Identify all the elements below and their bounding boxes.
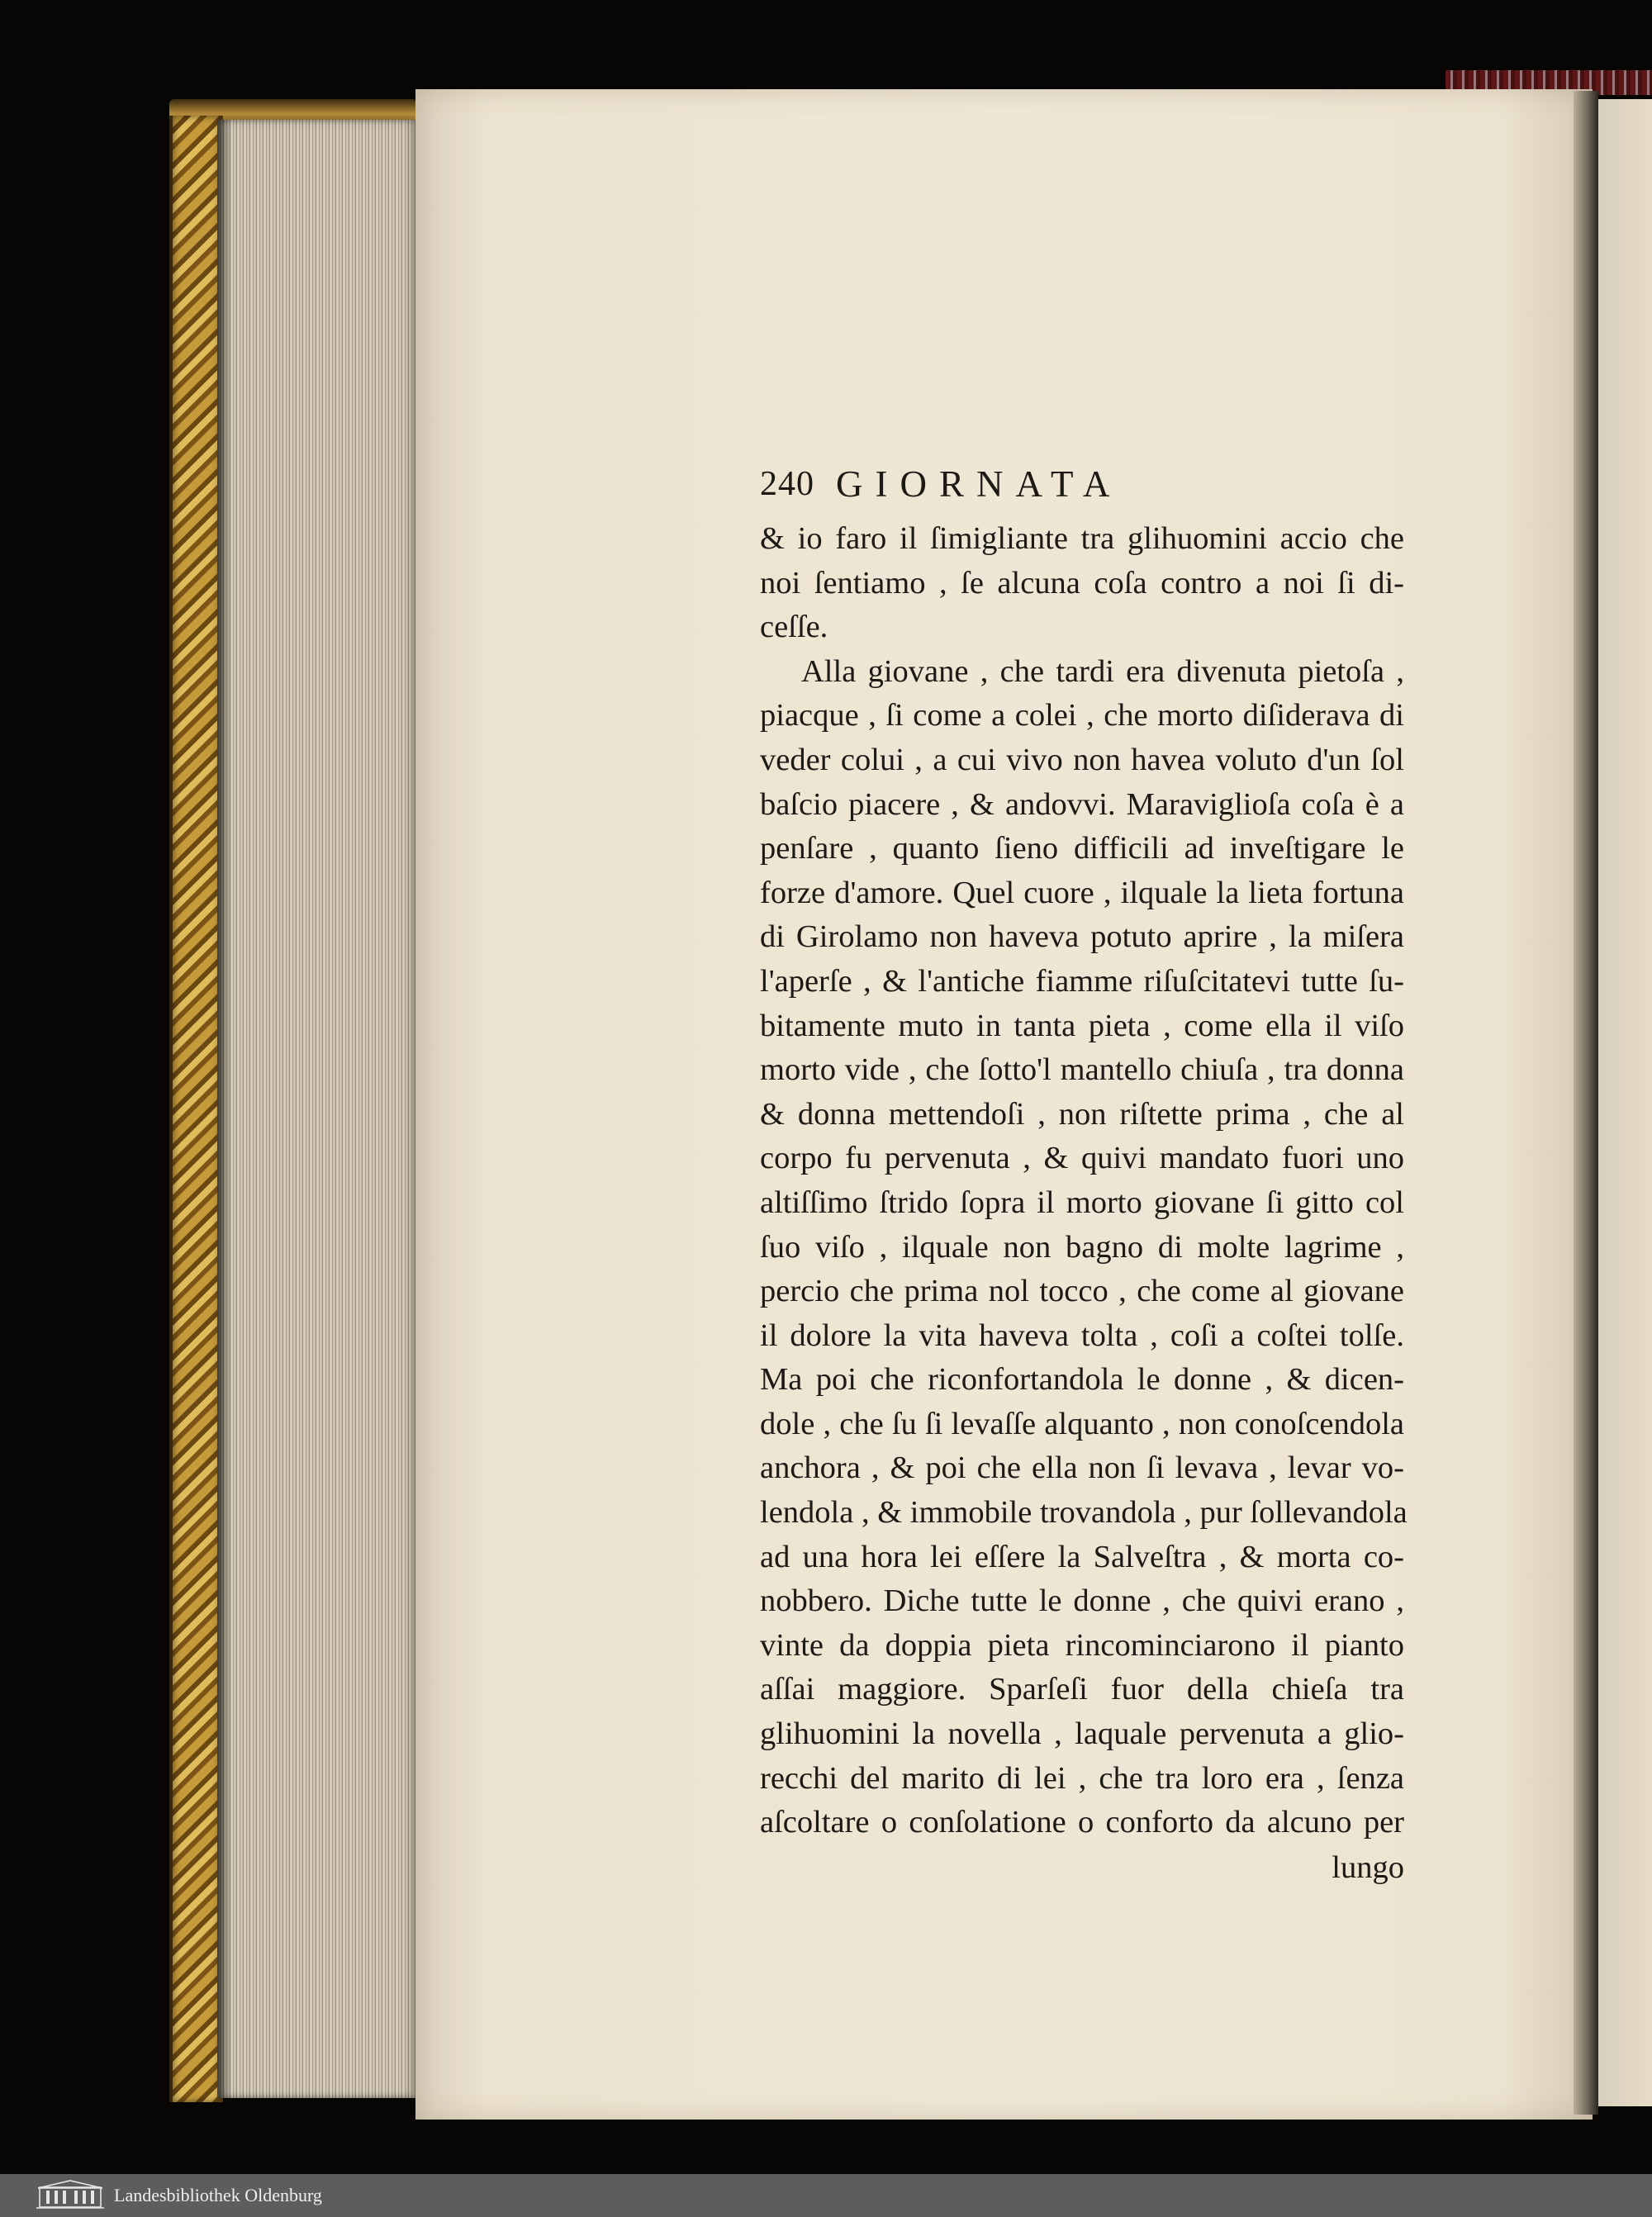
text-line: noi ſentiamo , ſe alcuna coſa contro a noi ſi di-	[760, 565, 1404, 601]
text-line: dole , che ſu ſi levaſſe alquanto , non conoſcendola	[760, 1406, 1404, 1441]
text-line: nobbero. Diche tutte le donne , che quivi erano ,	[760, 1583, 1404, 1619]
text-line: baſcio piacere , & andovvi. Maraviglioſa coſa è a	[760, 786, 1404, 822]
text-line: ad una hora lei eſſere la Salveſtra , & morta co-	[760, 1539, 1404, 1574]
text-line: recchi del marito di lei , che tra loro era , ſenza	[760, 1760, 1404, 1796]
text-line: anchora , & poi che ella non ſi levava , levar vo-	[760, 1450, 1404, 1486]
text-line: altiſſimo ſtrido ſopra il morto giovane ſi gitto col	[760, 1184, 1404, 1220]
catchword: lungo	[1332, 1849, 1404, 1885]
library-name: Landesbibliothek Oldenburg	[114, 2185, 322, 2205]
text-line: & io faro il ſimigliante tra glihuomini accio che	[760, 521, 1404, 556]
running-head	[760, 463, 1404, 517]
running-title: GIORNATA	[836, 463, 1123, 505]
gilded-cover-edge	[169, 116, 223, 2102]
text-line: veder colui , a cui vivo non havea voluto d'un ſol	[760, 742, 1404, 777]
text-line: lendola , & immobile trovandola , pur ſollevandola	[760, 1495, 1408, 1531]
text-line: ſuo viſo , ilquale non bagno di molte lagrime ,	[760, 1229, 1404, 1265]
text-line: forze d'amore. Quel cuore , ilquale la lieta fortuna	[760, 875, 1404, 910]
library-building-icon	[35, 2179, 106, 2210]
text-line: ceſſe.	[760, 610, 828, 645]
page-gutter	[1574, 91, 1598, 2115]
text-line: di Girolamo non haveva potuto aprire , la miſera	[760, 919, 1404, 955]
text-line: aſcoltare o conſolatione o conforto da alcuno per	[760, 1805, 1404, 1840]
text-line: glihuomini la novella , laquale pervenuta a glio-	[760, 1716, 1404, 1752]
text-line: Alla giovane , che tardi era divenuta pietoſa ,	[801, 653, 1404, 689]
text-line: penſare , quanto ſieno difficili ad inveſtigare le	[760, 831, 1404, 866]
text-line: piacque , ſi come a colei , che morto diſiderava di	[760, 698, 1404, 733]
text-line: corpo fu pervenuta , & quivi mandato fuori uno	[760, 1141, 1404, 1176]
text-lines	[760, 517, 1408, 1845]
text-line: il dolore la vita haveva tolta , coſi a coſtei tolſe.	[760, 1317, 1404, 1353]
text-line: Ma poi che riconfortandola le donne , & dicen-	[760, 1362, 1404, 1398]
page-text	[760, 463, 1408, 1890]
footer-bar	[0, 2174, 1652, 2217]
page-number: 240	[760, 465, 814, 503]
text-line: percio che prima nol tocco , che come al giovane	[760, 1274, 1404, 1309]
text-line: morto vide , che ſotto'l mantello chiuſa , tra donna	[760, 1052, 1404, 1088]
text-line: vinte da doppia pieta rincominciarono il pianto	[760, 1627, 1404, 1663]
page-block-edges	[217, 120, 415, 2098]
facing-page-edge	[1598, 99, 1652, 2106]
text-line: l'aperſe , & l'antiche fiamme riſuſcitatevi tutte ſu-	[760, 963, 1404, 999]
text-line: bitamente muto in tanta pieta , come ella il viſo	[760, 1008, 1404, 1043]
text-line: & donna mettendoſi , non riſtette prima , che al	[760, 1096, 1404, 1132]
text-line: aſſai maggiore. Sparſeſi fuor della chieſa tra	[760, 1672, 1404, 1707]
page-stack-shadow	[217, 120, 232, 2098]
